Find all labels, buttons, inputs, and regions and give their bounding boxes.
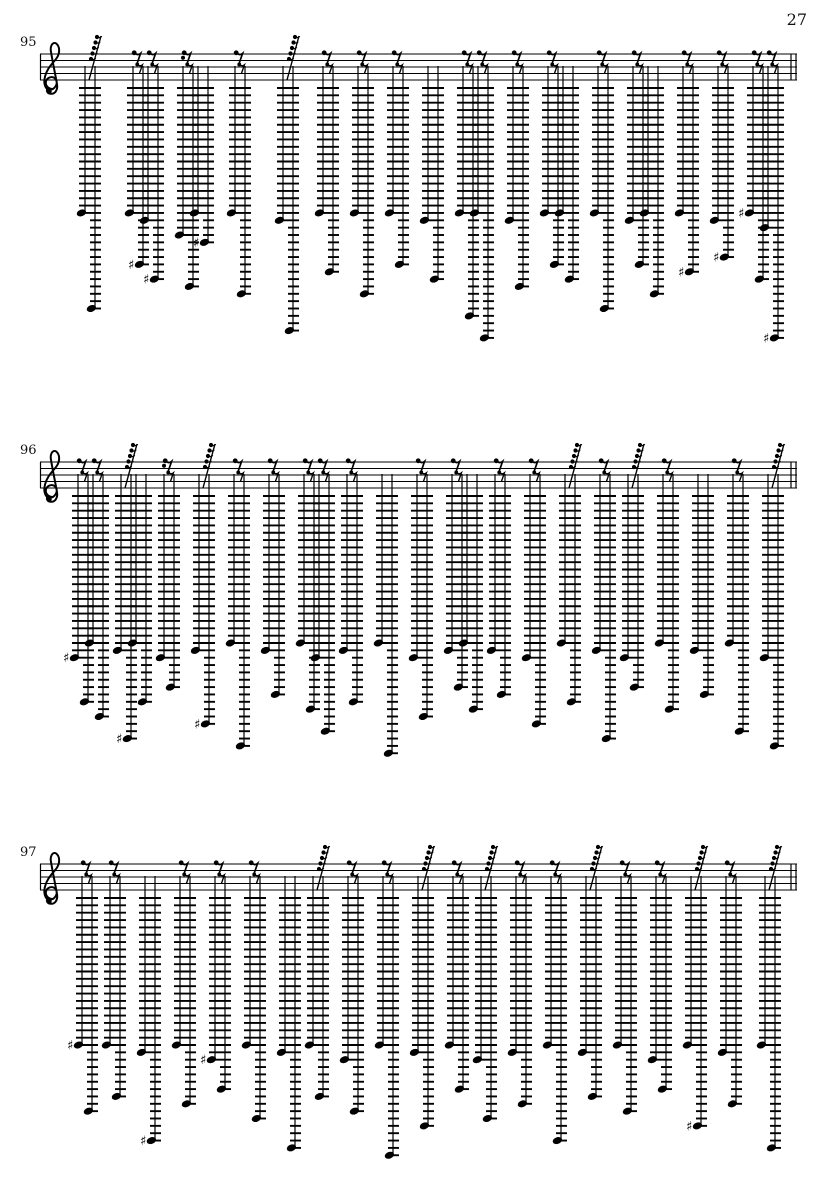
clef-dot bbox=[47, 89, 52, 94]
sharp-accidental: ♯ bbox=[686, 1119, 693, 1135]
eighth-rest-icon bbox=[182, 873, 189, 884]
eighth-rest-icon bbox=[95, 471, 102, 482]
eighth-rest-icon bbox=[416, 458, 425, 472]
rest-tail bbox=[625, 874, 630, 883]
note-column bbox=[759, 443, 785, 751]
note-column bbox=[624, 50, 649, 269]
note-column bbox=[589, 50, 614, 313]
note-column bbox=[674, 50, 699, 280]
note-column bbox=[717, 860, 742, 1108]
rest-tail bbox=[238, 472, 243, 481]
eighth-rest-icon bbox=[752, 50, 761, 64]
note-column bbox=[260, 458, 285, 699]
sharp-accidental: ♯ bbox=[194, 717, 201, 733]
note-column bbox=[374, 860, 399, 1160]
eighth-rest-icon bbox=[755, 63, 762, 74]
eighth-rest-icon bbox=[306, 471, 313, 482]
sharp-accidental: ♯ bbox=[738, 206, 745, 222]
eighth-rest-icon bbox=[655, 860, 664, 874]
sharp-accidental: ♯ bbox=[143, 272, 150, 288]
note-column bbox=[409, 845, 435, 1131]
eighth-rest-icon bbox=[147, 50, 156, 64]
eighth-rest-icon bbox=[635, 63, 642, 74]
measure-number: 96 bbox=[20, 443, 37, 458]
note-column bbox=[190, 443, 216, 732]
eighth-rest-icon bbox=[662, 458, 671, 472]
rest-tail bbox=[323, 472, 328, 481]
note-column bbox=[472, 845, 498, 1123]
rest-tail bbox=[520, 874, 525, 883]
eighth-rest-icon bbox=[349, 471, 356, 482]
eighth-rest-icon bbox=[529, 458, 538, 472]
eighth-rest-icon bbox=[185, 63, 192, 74]
note-column bbox=[101, 860, 126, 1101]
rest-tail bbox=[184, 874, 189, 883]
note-column bbox=[539, 50, 564, 269]
note-column bbox=[504, 50, 529, 291]
note-column bbox=[444, 860, 469, 1093]
sharp-accidental: ♯ bbox=[713, 250, 720, 266]
sharp-accidental: ♯ bbox=[67, 1038, 74, 1054]
treble-clef-icon bbox=[44, 853, 59, 904]
rest-tail bbox=[467, 64, 472, 73]
note-column bbox=[682, 845, 708, 1134]
eighth-rest-icon bbox=[532, 471, 539, 482]
note-column bbox=[647, 860, 672, 1093]
eighth-rest-icon bbox=[347, 860, 356, 874]
rest-tail bbox=[254, 874, 259, 883]
rest-tail bbox=[499, 472, 504, 481]
eighth-rest-icon bbox=[720, 63, 727, 74]
note-column bbox=[349, 50, 374, 298]
eighth-rest-icon bbox=[109, 860, 118, 874]
rest-tail bbox=[667, 472, 672, 481]
eighth-rest-icon bbox=[252, 873, 259, 884]
note-column bbox=[419, 66, 444, 284]
eighth-rest-icon bbox=[179, 860, 188, 874]
eighth-rest-icon bbox=[357, 50, 366, 64]
eighth-rest-icon bbox=[728, 873, 735, 884]
note-column bbox=[171, 860, 196, 1108]
eighth-rest-icon bbox=[732, 458, 741, 472]
rest-tail bbox=[456, 472, 461, 481]
eighth-rest-icon bbox=[550, 860, 559, 874]
measure-number: 95 bbox=[20, 35, 37, 50]
eighth-rest-icon bbox=[392, 50, 401, 64]
eighth-rest-icon bbox=[550, 63, 557, 74]
clef-dot bbox=[47, 497, 52, 502]
rest-tail bbox=[273, 472, 278, 481]
rest-tail bbox=[219, 874, 224, 883]
eighth-rest-icon bbox=[382, 860, 391, 874]
rest-tail bbox=[604, 472, 609, 481]
note-column bbox=[408, 458, 433, 721]
rest-tail bbox=[772, 64, 777, 73]
treble-clef-icon bbox=[44, 451, 59, 502]
system-96 bbox=[20, 443, 797, 758]
eighth-rest-icon bbox=[321, 471, 328, 482]
rest-tail bbox=[421, 472, 426, 481]
rest-tail bbox=[457, 874, 462, 883]
rest-tail bbox=[757, 64, 762, 73]
rest-dot bbox=[181, 56, 185, 60]
measure-number: 97 bbox=[20, 845, 37, 860]
eighth-rest-icon bbox=[620, 860, 629, 874]
eighth-rest-icon bbox=[80, 471, 87, 482]
eighth-rest-icon bbox=[494, 458, 503, 472]
note-column bbox=[241, 860, 266, 1123]
sharp-accidental: ♯ bbox=[140, 1134, 147, 1150]
note-column bbox=[738, 50, 769, 283]
sharp-accidental: ♯ bbox=[678, 265, 685, 281]
clef-curve bbox=[44, 853, 59, 904]
rest-tail bbox=[362, 64, 367, 73]
rest-tail bbox=[737, 472, 742, 481]
eighth-rest-icon bbox=[465, 63, 472, 74]
note-column bbox=[454, 50, 479, 320]
eighth-rest-icon bbox=[150, 63, 157, 74]
sharp-accidental: ♯ bbox=[763, 331, 770, 347]
eighth-rest-icon bbox=[602, 471, 609, 482]
rest-tail bbox=[552, 64, 557, 73]
sharp-accidental: ♯ bbox=[193, 235, 200, 251]
system-95 bbox=[20, 35, 797, 347]
note-column bbox=[136, 876, 161, 1149]
eighth-rest-icon bbox=[236, 471, 243, 482]
rest-tail bbox=[352, 874, 357, 883]
eighth-rest-icon bbox=[767, 50, 776, 64]
eighth-rest-icon bbox=[735, 471, 742, 482]
note-column bbox=[689, 474, 714, 699]
eighth-rest-icon bbox=[770, 63, 777, 74]
eighth-rest-icon bbox=[462, 50, 471, 64]
rest-tail bbox=[187, 64, 192, 73]
eighth-rest-icon bbox=[132, 50, 141, 64]
note-column bbox=[619, 443, 645, 692]
eighth-rest-icon bbox=[395, 63, 402, 74]
note-column bbox=[724, 458, 749, 736]
note-column bbox=[226, 50, 251, 298]
rest-tail bbox=[722, 64, 727, 73]
note-column bbox=[759, 50, 784, 346]
eighth-rest-icon bbox=[451, 458, 460, 472]
eighth-rest-icon bbox=[346, 458, 355, 472]
rest-tail bbox=[687, 64, 692, 73]
note-column bbox=[67, 860, 98, 1115]
eighth-rest-icon bbox=[597, 50, 606, 64]
rest-tail bbox=[327, 64, 332, 73]
note-column bbox=[709, 50, 734, 265]
eighth-rest-icon bbox=[717, 50, 726, 64]
note-column bbox=[591, 458, 616, 743]
page-number: 27 bbox=[786, 10, 807, 29]
eighth-rest-icon bbox=[214, 860, 223, 874]
rest-tail bbox=[637, 64, 642, 73]
sharp-accidental: ♯ bbox=[200, 1053, 207, 1069]
note-column bbox=[486, 458, 511, 699]
sharp-accidental: ♯ bbox=[116, 732, 123, 748]
rest-tail bbox=[482, 64, 487, 73]
eighth-rest-icon bbox=[360, 63, 367, 74]
sharp-accidental: ♯ bbox=[63, 651, 70, 667]
rest-tail bbox=[114, 874, 119, 883]
rest-tail bbox=[397, 64, 402, 73]
eighth-rest-icon bbox=[237, 63, 244, 74]
eighth-rest-icon bbox=[455, 873, 462, 884]
note-column bbox=[556, 443, 582, 707]
eighth-rest-icon bbox=[512, 50, 521, 64]
eighth-rest-icon bbox=[81, 860, 90, 874]
eighth-rest-icon bbox=[135, 63, 142, 74]
rest-tail bbox=[660, 874, 665, 883]
eighth-rest-icon bbox=[303, 458, 312, 472]
eighth-rest-icon bbox=[271, 471, 278, 482]
note-column bbox=[521, 458, 546, 728]
rest-tail bbox=[82, 472, 87, 481]
sharp-accidental: ♯ bbox=[128, 257, 135, 273]
rest-tail bbox=[239, 64, 244, 73]
note-column bbox=[200, 860, 231, 1093]
eighth-rest-icon bbox=[385, 873, 392, 884]
eighth-rest-icon bbox=[217, 873, 224, 884]
rest-tail bbox=[137, 64, 142, 73]
note-column bbox=[339, 860, 364, 1115]
eighth-rest-icon bbox=[452, 860, 461, 874]
eighth-rest-icon bbox=[454, 471, 461, 482]
eighth-rest-icon bbox=[497, 471, 504, 482]
rest-tail bbox=[534, 472, 539, 481]
note-column bbox=[76, 35, 102, 313]
eighth-rest-icon bbox=[268, 458, 277, 472]
eighth-rest-icon bbox=[181, 50, 191, 64]
note-column bbox=[654, 458, 679, 713]
note-column bbox=[542, 860, 567, 1145]
eighth-rest-icon bbox=[92, 458, 101, 472]
rest-tail bbox=[308, 472, 313, 481]
clef-curve bbox=[44, 451, 59, 502]
eighth-rest-icon bbox=[515, 63, 522, 74]
eighth-rest-icon bbox=[233, 458, 242, 472]
rest-tail bbox=[602, 64, 607, 73]
rest-tail bbox=[517, 64, 522, 73]
eighth-rest-icon bbox=[518, 873, 525, 884]
eighth-rest-icon bbox=[325, 63, 332, 74]
rest-tail bbox=[555, 874, 560, 883]
note-column bbox=[384, 50, 409, 269]
rest-tail bbox=[351, 472, 356, 481]
eighth-rest-icon bbox=[234, 50, 243, 64]
rest-tail bbox=[97, 472, 102, 481]
note-column bbox=[373, 474, 398, 758]
eighth-rest-icon bbox=[322, 50, 331, 64]
note-column bbox=[612, 860, 637, 1115]
rest-tail bbox=[152, 64, 157, 73]
eighth-rest-icon bbox=[477, 50, 486, 64]
eighth-rest-icon bbox=[162, 458, 172, 472]
eighth-rest-icon bbox=[166, 471, 173, 482]
eighth-rest-icon bbox=[632, 50, 641, 64]
eighth-rest-icon bbox=[682, 50, 691, 64]
eighth-rest-icon bbox=[84, 873, 91, 884]
eighth-rest-icon bbox=[599, 458, 608, 472]
note-column bbox=[314, 50, 339, 276]
eighth-rest-icon bbox=[547, 50, 556, 64]
rest-tail bbox=[387, 874, 392, 883]
eighth-rest-icon bbox=[112, 873, 119, 884]
eighth-rest-icon bbox=[419, 471, 426, 482]
clef-curve bbox=[44, 43, 59, 94]
eighth-rest-icon bbox=[515, 860, 524, 874]
eighth-rest-icon bbox=[77, 458, 86, 472]
note-column bbox=[507, 860, 532, 1108]
note-column bbox=[276, 876, 301, 1153]
rest-tail bbox=[86, 874, 91, 883]
eighth-rest-icon bbox=[318, 458, 327, 472]
note-column bbox=[225, 458, 250, 750]
note-column bbox=[174, 50, 199, 291]
treble-clef-icon bbox=[44, 43, 59, 94]
eighth-rest-icon bbox=[553, 873, 560, 884]
rest-tail bbox=[168, 472, 173, 481]
eighth-rest-icon bbox=[658, 873, 665, 884]
eighth-rest-icon bbox=[480, 63, 487, 74]
eighth-rest-icon bbox=[249, 860, 258, 874]
note-column bbox=[338, 458, 363, 706]
note-column bbox=[443, 458, 468, 691]
eighth-rest-icon bbox=[665, 471, 672, 482]
rest-dot bbox=[162, 464, 166, 468]
note-column bbox=[155, 458, 180, 691]
eighth-rest-icon bbox=[623, 873, 630, 884]
rest-tail bbox=[730, 874, 735, 883]
clef-dot bbox=[47, 899, 52, 904]
note-column bbox=[756, 845, 782, 1153]
eighth-rest-icon bbox=[350, 873, 357, 884]
eighth-rest-icon bbox=[725, 860, 734, 874]
eighth-rest-icon bbox=[600, 63, 607, 74]
eighth-rest-icon bbox=[685, 63, 692, 74]
system-97 bbox=[20, 845, 797, 1160]
